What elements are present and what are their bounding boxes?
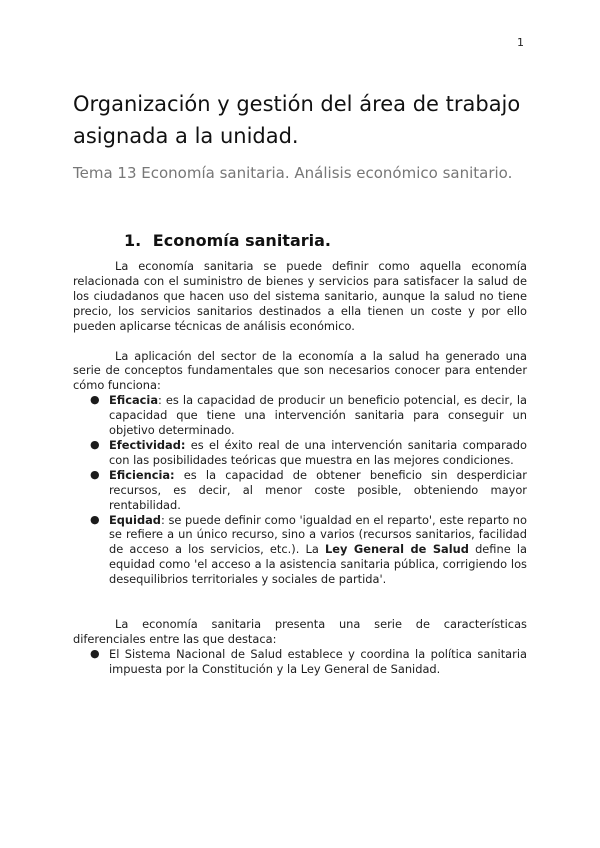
bullet-icon: ● (90, 467, 100, 481)
document-subtitle: Tema 13 Economía sanitaria. Análisis económico sanitario. (73, 164, 513, 182)
concepts-list (73, 393, 527, 587)
document-title: Organización y gestión del área de trabajo asignada a la unidad. (73, 92, 521, 148)
definition-eficiencia: es la capacidad de obtener beneficio sin desperdiciar recursos, es decir, al menor coste posible, obteniendo mayor rentabilidad. (109, 467, 527, 512)
section-title: Economía sanitaria. (152, 231, 331, 250)
list-item-efectividad (73, 438, 527, 468)
definition-equidad-part2: define la equidad como 'el acceso a la asistencia sanitaria pública, corrigiendo los desequilibrios territoriales y sociales de partida'. (109, 542, 528, 587)
body-content (73, 259, 527, 677)
bullet-icon: ● (90, 512, 100, 526)
list-item-characteristic (73, 647, 527, 677)
bullet-icon: ● (90, 393, 100, 407)
paragraph-characteristics-intro: La economía sanitaria presenta una serie de características diferenciales entre las que destaca: (73, 617, 527, 646)
paragraph-concepts-intro: La aplicación del sector de la economía a la salud ha generado una serie de conceptos fundamentales que son necesarios conocer para entender cómo funciona: (73, 348, 527, 393)
characteristics-list (73, 647, 527, 677)
term-eficacia: Eficacia (109, 393, 159, 408)
bullet-icon: ● (90, 437, 100, 451)
bullet-icon: ● (90, 646, 100, 660)
characteristic-text: El Sistema Nacional de Salud establece y coordina la política sanitaria impuesta por la Constitución y la Ley General de Sanidad. (109, 646, 527, 676)
paragraph-definition: La economía sanitaria se puede definir como aquella economía relacionada con el suministro de bienes y servicios para satisfacer la salud de los ciudadanos que hacen uso del sistema sanitario, aunque la salud no tiene precio, los servicios sanitarios destinados a ella tienen un coste y por ello pueden aplicarse técnicas de análisis económico. (73, 259, 527, 333)
list-item-equidad (73, 513, 527, 588)
law-reference: Ley General de Salud (324, 542, 469, 557)
section-number: 1. (124, 231, 142, 250)
term-equidad: Equidad (109, 512, 161, 527)
definition-efectividad: es el éxito real de una intervención sanitaria comparado con las posibilidades teóricas que muestra en las mejores condiciones. (109, 437, 527, 467)
term-efectividad: Efectividad: (109, 437, 186, 452)
list-item-eficiencia (73, 468, 527, 513)
list-item-eficacia (73, 393, 527, 438)
definition-eficacia: : es la capacidad de producir un beneficio potencial, es decir, la capacidad que tiene una intervención sanitaria para conseguir un objetivo determinado. (109, 393, 527, 438)
page-number: 1 (517, 36, 524, 49)
definition-equidad-part1: : se puede definir como 'igualdad en el reparto', este reparto no se refiere a un único recurso, sino a varios (recursos sanitarios, facilidad de acceso a los servicios, etc.). La (109, 512, 527, 557)
term-eficiencia: Eficiencia: (109, 467, 175, 482)
section-heading (124, 231, 331, 250)
